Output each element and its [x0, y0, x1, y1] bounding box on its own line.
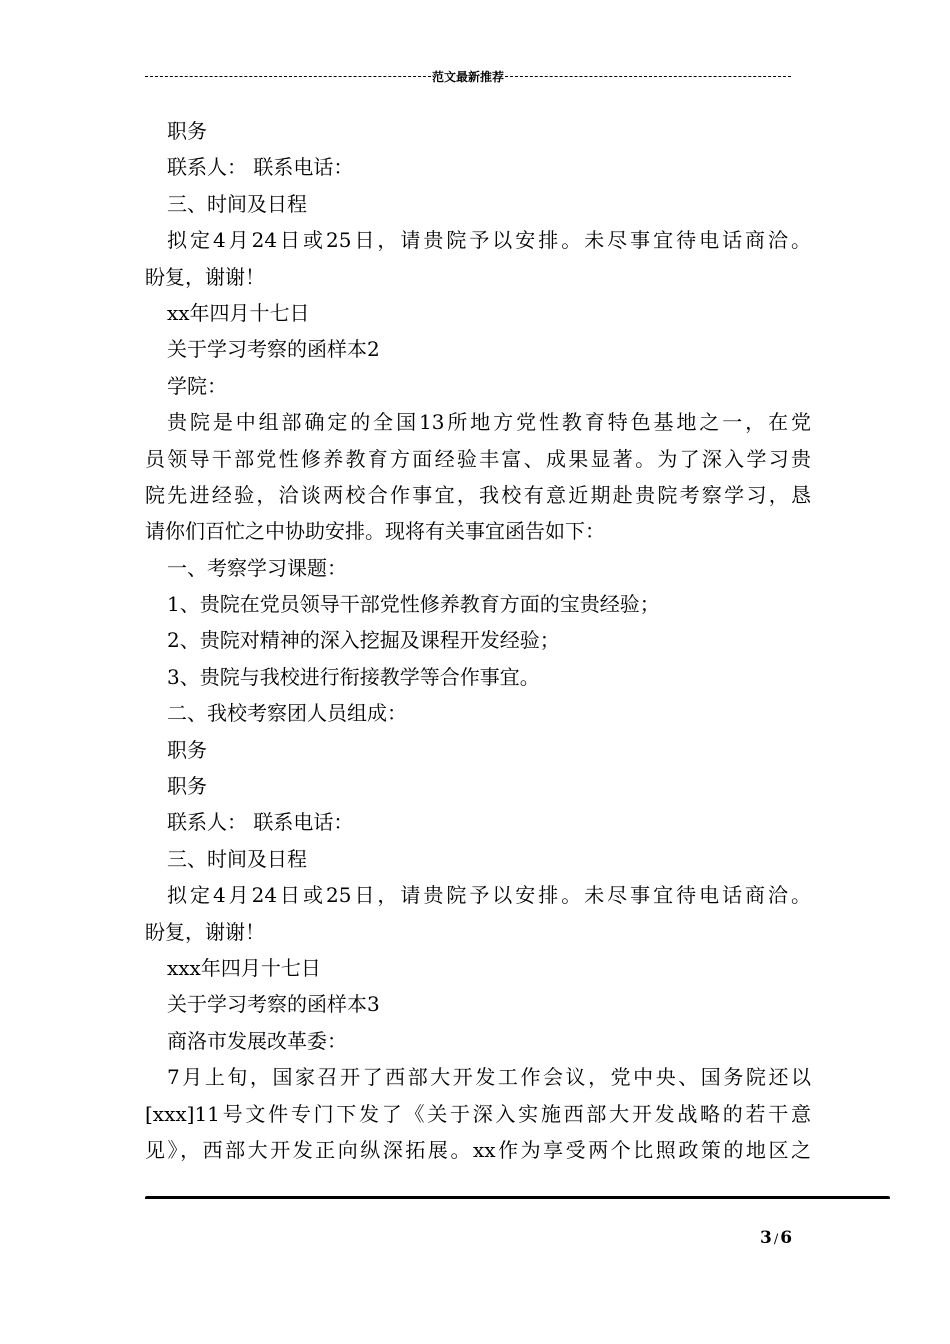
text-line-section-heading: 三、时间及日程 [167, 191, 307, 216]
page-number [760, 1228, 820, 1248]
text-line-paragraph-end: 请你们百忙之中协助安排。现将有关事宜函告如下： [145, 519, 605, 544]
text-line-paragraph: 拟定4月24日或25日，请贵院予以安排。未尽事宜待电话商洽。 [167, 883, 811, 908]
page-separator: / [773, 1232, 779, 1247]
text-line-sample-title: 关于学习考察的函样本3 [167, 992, 380, 1017]
text-line-contact: 联系人： 联系电话： [167, 810, 354, 835]
header-dashed-rule-left [145, 76, 431, 77]
text-line-paragraph: 贵院是中组部确定的全国13所地方党性教育特色基地之一，在党 [167, 410, 811, 435]
document-body [145, 113, 811, 1168]
page-current: 3 [760, 1228, 772, 1248]
text-line-date: xxx年四月十七日 [167, 955, 321, 980]
text-line-sample-title: 关于学习考察的函样本2 [167, 337, 380, 362]
text-line-list-item: 3、贵院与我校进行衔接教学等合作事宜。 [167, 664, 540, 689]
text-line-position: 职务 [167, 119, 207, 143]
text-line-paragraph: 见》，西部大开发正向纵深拓展。xx作为享受两个比照政策的地区之 [145, 1137, 811, 1162]
text-line-salutation: 商洛市发展改革委： [167, 1028, 347, 1053]
text-line-contact: 联系人： 联系电话： [167, 155, 354, 180]
text-line-paragraph: [xxx]11号文件专门下发了《关于深入实施西部大开发战略的若干意 [145, 1101, 811, 1126]
text-line-section-heading: 二、我校考察团人员组成： [167, 701, 407, 726]
text-line-section-heading: 一、考察学习课题： [167, 555, 347, 580]
text-line-date: xx年四月十七日 [167, 300, 310, 325]
text-line-paragraph: 院先进经验，洽谈两校合作事宜，我校有意近期赴贵院考察学习，恳 [145, 482, 811, 507]
text-line-position: 职务 [167, 737, 207, 762]
text-line-paragraph-end: 盼复，谢谢！ [145, 919, 265, 944]
text-line-paragraph: 7月上旬，国家召开了西部大开发工作会议，党中央、国务院还以 [167, 1065, 811, 1090]
header-title: 范文最新推荐 [432, 69, 505, 84]
text-line-paragraph: 员领导干部党性修养教育方面经验丰富、成果显著。为了深入学习贵 [145, 446, 811, 471]
page-total: 6 [780, 1228, 793, 1248]
text-line-paragraph: 拟定4月24日或25日，请贵院予以安排。未尽事宜待电话商洽。 [167, 228, 811, 253]
text-line-list-item: 2、贵院对精神的深入挖掘及课程开发经验； [167, 628, 560, 653]
text-line-list-item: 1、贵院在党员领导干部党性修养教育方面的宝贵经验； [167, 592, 660, 617]
page-header [145, 66, 791, 86]
footer-rule [145, 1196, 890, 1200]
header-dashed-rule-right [505, 76, 791, 77]
text-line-salutation: 学院： [167, 373, 227, 398]
text-line-section-heading: 三、时间及日程 [167, 846, 307, 871]
text-line-position: 职务 [167, 774, 207, 799]
text-line-paragraph-end: 盼复，谢谢！ [145, 264, 265, 289]
